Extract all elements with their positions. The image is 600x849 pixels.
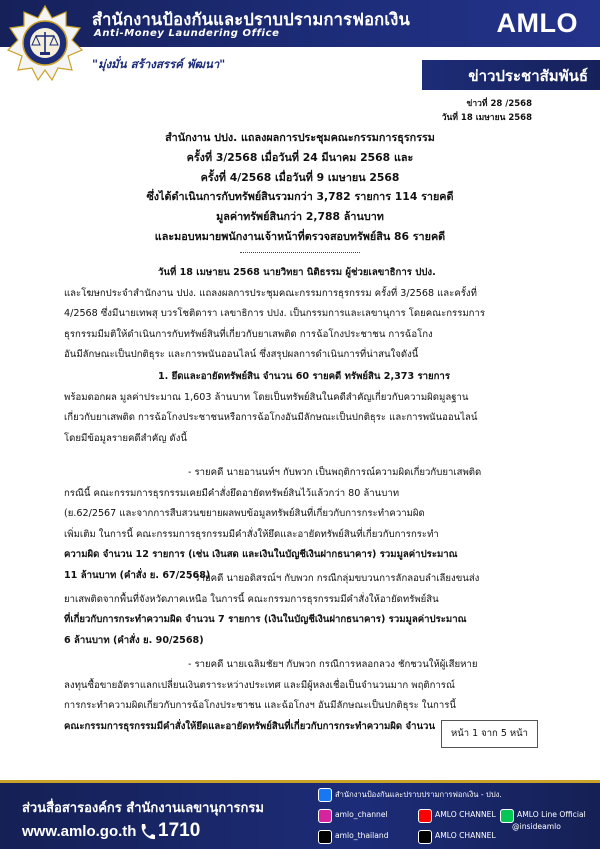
news-label: ข่าวประชาสัมพันธ์ [468,67,588,85]
social-link-label[interactable]: AMLO CHANNEL [435,810,496,819]
social-link-label[interactable]: สำนักงานป้องกันและปราบปรามการฟอกเงิน - ปปง. [335,790,502,799]
facebook-icon [318,788,332,802]
phone-icon [139,823,155,841]
body-line-case1: 11 ล้านบาท (คำสั่ง ย. 67/2568) [64,570,211,581]
body-line-intro: 4/2568 ซึ่งมีนายเทพสุ บวรโชติดารา เลขาธิการ ปปง. เป็นกรรมการและเลขานุการ โดยคณะกรรมการ [64,308,486,320]
x-icon [418,830,432,844]
headline-line: และมอบหมายพนักงานเจ้าหน้าที่ตรวจสอบทรัพย์สิน 86 รายคดี [154,230,446,243]
body-line-case3: คณะกรรมการธุรกรรมมีคำสั่งให้ยึดและอายัดทรัพย์สินที่เกี่ยวกับการกระทำความผิด จำนวน [64,720,435,732]
body-line-case1: (ย.62/2567 และจากการสืบสวนขยายผลพบข้อมูลทรัพย์สินที่เกี่ยวกับการกระทำความผิด [64,508,425,520]
amlo-wordmark: AMLO [496,8,578,38]
letterhead [0,0,600,90]
body-line-case2: 6 ล้านบาท (คำสั่ง ย. 90/2568) [64,634,204,646]
headline-line: ครั้งที่ 4/2568 เมื่อวันที่ 9 เมษายน 2568 [200,170,400,184]
body-line-section1: 1. ยึดและอายัดทรัพย์สิน จำนวน 60 รายคดี ทรัพย์สิน 2,373 รายการ [158,371,450,382]
body-line-case1: กรณีนี้ คณะกรรมการธุรกรรมเคยมีคำสั่งยึดอายัดทรัพย์สินไว้แล้วกว่า 80 ล้านบาท [64,487,400,499]
body-line-case3: ลงทุนซื้อขายอัตราแลกเปลี่ยนเงินตราระหว่างประเทศ และมีผู้หลงเชื่อเป็นจำนวนมาก พฤติการณ์ [64,679,455,691]
social-link-label[interactable]: @insideamlo [512,822,561,831]
org-name-thai: สำนักงานป้องกันและปราบปรามการฟอกเงิน [92,10,410,29]
body-line-case1: - รายคดี นายอานนท์ฯ กับพวก เป็นพฤติการณ์ความผิดเกี่ยวกับยาเสพติด [188,467,482,478]
social-link-label[interactable]: amlo_channel [335,810,388,819]
body-line-section1: พร้อมดอกผล มูลค่าประมาณ 1,603 ล้านบาท โดยเป็นทรัพย์สินในคดีสำคัญเกี่ยวกับความผิดมูลฐาน [64,391,469,403]
social-link-label[interactable]: AMLO CHANNEL [435,831,496,840]
body-line-intro: วันที่ 18 เมษายน 2568 นายวิทยา นิติธรรม ผู้ช่วยเลขาธิการ ปปง. [158,267,436,278]
body-line-case1: เพิ่มเติม ในการนี้ คณะกรรมการธุรกรรมมีคำสั่งให้ยึดและอายัดทรัพย์สินที่เกี่ยวกับการกระทำ [64,528,439,540]
news-number: ข่าวที่ 28 /2568 [466,99,532,109]
body-line-case3: การกระทำความผิดเกี่ยวกับการฉ้อโกงประชาชน และฉ้อโกงฯ อันมีลักษณะเป็นปกติธุระ ในการนี้ [64,700,456,712]
social-link-label[interactable]: AMLO Line Official [517,810,586,819]
headline-line: สำนักงาน ปปง. แถลงผลการประชุมคณะกรรมการธุรกรรม [165,131,435,144]
body-line-case2: ที่เกี่ยวกับการกระทำความผิด จำนวน 7 รายการ (เงินในบัญชีเงินฝากธนาคาร) รวมมูลค่าประมาณ [64,614,467,626]
social-link-label[interactable]: amlo_thailand [335,831,389,840]
body-line-intro: อันมีลักษณะเป็นปกติธุระ และการพนันออนไลน์ ซึ่งสรุปผลการดำเนินการที่น่าสนใจดังนี้ [64,349,419,361]
tiktok-icon [318,830,332,844]
body-line-intro: ธุรกรรมมีมติให้ดำเนินการกับทรัพย์สินที่เกี่ยวกับยาเสพติด การฉ้อโกงประชาชน การฉ้อโกง [64,328,433,340]
line-icon [500,809,514,823]
page-number-box: หน้า 1 จาก 5 หน้า [441,720,538,748]
instagram-icon [318,809,332,823]
dotted-separator [240,252,360,253]
footer-unit-name: ส่วนสื่อสารองค์กร สำนักงานเลขานุการกรม [22,801,264,816]
news-date: วันที่ 18 เมษายน 2568 [441,113,532,123]
headline-line: ซึ่งได้ดำเนินการกับทรัพย์สินรวมกว่า 3,782 รายการ 114 รายคดี [146,190,454,204]
website-link[interactable]: www.amlo.go.th [22,823,137,840]
headline-line: ครั้งที่ 3/2568 เมื่อวันที่ 24 มีนาคม 2568 และ [186,150,414,164]
hotline-number[interactable]: 1710 [158,820,201,841]
body-line-case2: - รายคดี นายอดิสรณ์ฯ กับพวก กรณีกลุ่มขบวนการลักลอบลำเลียงขนส่ง [188,573,480,584]
youtube-icon [418,809,432,823]
headline-line: มูลค่าทรัพย์สินกว่า 2,788 ล้านบาท [216,210,384,224]
amlo-emblem-logo [6,4,84,82]
body-line-case3: - รายคดี นายเฉลิมชัยฯ กับพวก กรณีการหลอกลวง ชักชวนให้ผู้เสียหาย [188,659,478,670]
body-line-section1: โดยมีข้อมูลรายคดีสำคัญ ดังนี้ [64,432,188,444]
body-line-case1: ความผิด จำนวน 12 รายการ (เช่น เงินสด และเงินในบัญชีเงินฝากธนาคาร) รวมมูลค่าประมาณ [64,549,458,561]
body-line-case2: ยาเสพติดจากพื้นที่จังหวัดภาคเหนือ ในการนี้ คณะกรรมการธุรกรรมมีคำสั่งให้อายัดทรัพย์สิน [64,593,439,605]
slogan: "มุ่งมั่น สร้างสรรค์ พัฒนา" [92,57,226,71]
body-line-intro: และโฆษกประจำสำนักงาน ปปง. แถลงผลการประชุมคณะกรรมการธุรกรรม ครั้งที่ 3/2568 และครั้งที่ [64,287,477,299]
body-line-section1: เกี่ยวกับยาเสพติด การฉ้อโกงประชาชนหรือการฉ้อโกงอันมีลักษณะเป็นปกติธุระ และการพนันออนไลน์ [64,412,478,424]
org-name-english: Anti-Money Laundering Office [94,28,280,39]
